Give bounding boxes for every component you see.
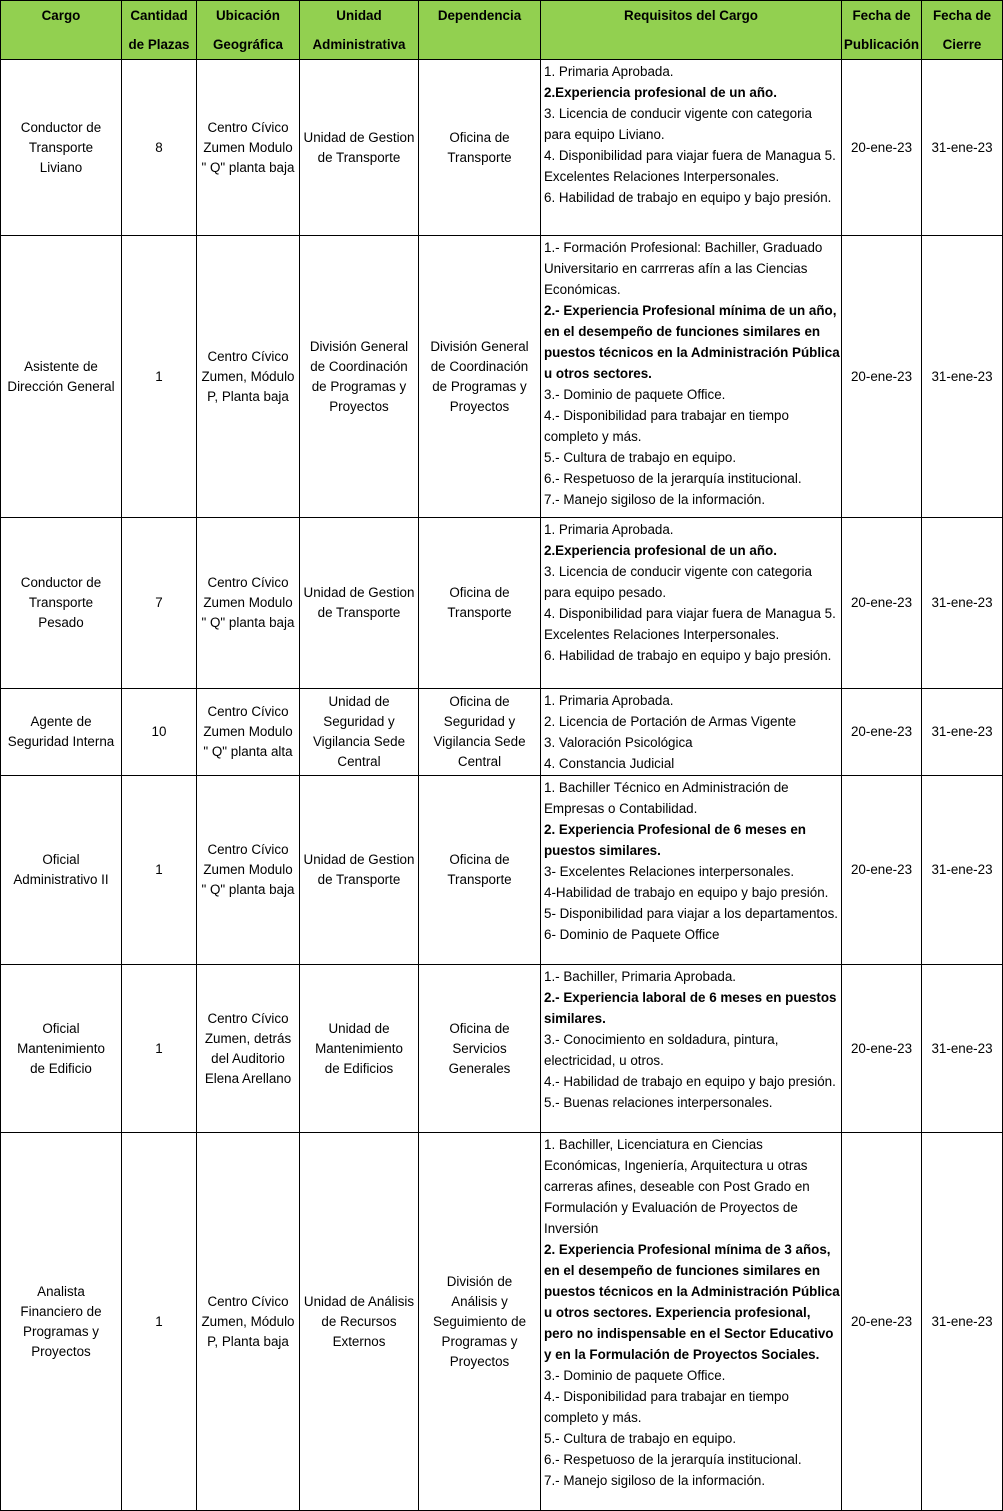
table-row [1, 1133, 1003, 1511]
dependencia-line: Oficina de [449, 129, 510, 145]
requirement-item: 6.- Respetuoso de la jerarquía institucional. [544, 1452, 802, 1467]
requirement-item: 2. Experiencia Profesional mínima de 3 años, en el desempeño de funciones similares en puestos técnicos en la Administración Pública u otros sectores. Experiencia profesional, pero no indispensable en el Sector Educativo y en la Formulación de Proyectos Sociales. [544, 1242, 840, 1362]
unidad-line: de Recursos [321, 1313, 397, 1329]
cell-dependencia [419, 689, 541, 776]
unidad-line: Unidad de Análisis [303, 1293, 415, 1309]
ubicacion-line: Centro Cívico [207, 1010, 289, 1026]
unidad-line: de Edificios [324, 1060, 394, 1076]
cargo-line: Oficial [42, 1020, 80, 1036]
cargo-line: Liviano [39, 159, 83, 175]
cell-cierre [922, 776, 1003, 965]
cell-cantidad [122, 518, 197, 689]
header-line: Unidad [336, 8, 382, 23]
unidad-line: de Transporte [317, 605, 401, 620]
unidad-line: Vigilancia Sede [312, 734, 406, 749]
ubicacion-line: Centro Cívico [207, 119, 289, 135]
cell-publicacion [842, 776, 922, 965]
dependencia-line: Proyectos [449, 1353, 510, 1369]
cell-dependencia [419, 60, 541, 236]
ubicacion-line: Zumen Modulo [203, 862, 293, 877]
cell-cierre [922, 518, 1003, 689]
cargo-line: Agente de [30, 714, 92, 729]
cargo-line: Proyectos [31, 1343, 91, 1359]
cargo-line: Conductor de [20, 119, 102, 135]
cell-cantidad [122, 965, 197, 1133]
requirement-item: 1. Primaria Aprobada. [544, 522, 674, 537]
unidad-line: División General [309, 338, 409, 354]
dependencia-line: Central [457, 754, 502, 769]
requirement-item: 6.- Respetuoso de la jerarquía institucional. [544, 471, 802, 486]
cell-cargo [1, 965, 122, 1133]
unidad-line: Unidad de Gestion [303, 585, 415, 600]
header-line: Fecha de [932, 8, 992, 23]
requirement-item: 1. Bachiller, Licenciatura en Ciencias Económicas, Ingeniería, Arquitectura u otras carreras afines, deseable con Post Grado en Formulación y Evaluación de Proyectos de Inversión [544, 1137, 810, 1236]
header-cargo [1, 1, 122, 60]
dependencia-line: Programas y [441, 1333, 518, 1349]
requirement-item: 4. Disponibilidad para viajar fuera de Managua 5. Excelentes Relaciones Interpersonales. [544, 148, 836, 184]
dependencia-line: Seguimiento de [432, 1313, 527, 1329]
table-row [1, 689, 1003, 776]
ubicacion-line: " Q" planta baja [201, 615, 295, 630]
ubicacion-line: Zumen Modulo [203, 595, 293, 610]
cell-publicacion [842, 518, 922, 689]
cantidad-value: 1 [155, 1313, 163, 1329]
header-cierre [922, 1, 1003, 60]
cargo-line: Transporte [28, 139, 94, 155]
table-row [1, 965, 1003, 1133]
unidad-line: de Transporte [317, 872, 401, 887]
cell-dependencia [419, 965, 541, 1133]
requirement-item: 3.- Dominio de paquete Office. [544, 387, 726, 402]
requirement-item: 5.- Buenas relaciones interpersonales. [544, 1095, 773, 1110]
cierre-value: 31-ene-23 [931, 724, 993, 739]
cantidad-value: 7 [155, 595, 163, 610]
requirement-item: 6- Dominio de Paquete Office [544, 927, 720, 942]
ubicacion-line: Centro Cívico [207, 348, 289, 364]
requirement-item: 7.- Manejo sigiloso de la información. [544, 492, 766, 507]
table-body [1, 60, 1003, 1511]
unidad-line: Unidad de Gestion [303, 852, 415, 867]
requirement-item: 5.- Cultura de trabajo en equipo. [544, 450, 737, 465]
cell-cargo [1, 518, 122, 689]
dependencia-line: División de [446, 1273, 513, 1289]
requirement-item: 7.- Manejo sigiloso de la información. [544, 1473, 766, 1488]
publicacion-value: 20-ene-23 [850, 595, 913, 610]
cell-requisitos [541, 965, 842, 1133]
cell-publicacion [842, 1133, 922, 1511]
cell-cargo [1, 689, 122, 776]
cell-unidad [300, 236, 419, 518]
ubicacion-line: " Q" planta baja [201, 882, 295, 897]
ubicacion-line: Elena Arellano [204, 1070, 292, 1086]
cell-ubicacion [197, 965, 300, 1133]
dependencia-line: Análisis y [451, 1293, 508, 1309]
header-line: Geográfica [213, 37, 283, 52]
ubicacion-line: del Auditorio [211, 1050, 285, 1066]
cell-dependencia [419, 518, 541, 689]
cargo-line: Asistente de [24, 358, 98, 374]
cargo-line: Oficial [42, 852, 80, 867]
dependencia-line: Oficina de [449, 1020, 510, 1036]
cargo-line: Analista [37, 1283, 85, 1299]
cierre-value: 31-ene-23 [931, 1040, 993, 1056]
cierre-value: 31-ene-23 [931, 862, 993, 877]
cell-cantidad [122, 1133, 197, 1511]
header-line: de Plazas [128, 37, 190, 52]
cell-ubicacion [197, 60, 300, 236]
cell-requisitos [541, 518, 842, 689]
table-row [1, 60, 1003, 236]
cantidad-value: 1 [155, 1040, 163, 1056]
requirement-item: 4.- Disponibilidad para trabajar en tiempo completo y más. [544, 1389, 789, 1425]
cell-cierre [922, 689, 1003, 776]
requirement-item: 3.- Dominio de paquete Office. [544, 1368, 726, 1383]
dependencia-line: de Coordinación [430, 358, 529, 374]
cargo-line: Administrativo II [13, 872, 109, 887]
requirement-item: 4. Disponibilidad para viajar fuera de Managua 5. Excelentes Relaciones Interpersonales. [544, 606, 836, 642]
cell-publicacion [842, 60, 922, 236]
dependencia-line: Oficina de [449, 852, 510, 867]
dependencia-line: Transporte [447, 872, 512, 887]
cell-cargo [1, 236, 122, 518]
header-line: Ubicación [216, 8, 280, 23]
cierre-value: 31-ene-23 [931, 1313, 993, 1329]
ubicacion-line: Centro Cívico [207, 704, 289, 719]
cell-requisitos [541, 776, 842, 965]
cell-requisitos [541, 689, 842, 776]
dependencia-line: Proyectos [449, 398, 510, 414]
requirement-item: 4.- Disponibilidad para trabajar en tiempo completo y más. [544, 408, 789, 444]
cargo-line: Dirección General [7, 378, 115, 394]
table-row [1, 518, 1003, 689]
cargo-line: Mantenimiento [17, 1040, 105, 1056]
cierre-value: 31-ene-23 [931, 595, 993, 610]
cell-cargo [1, 1133, 122, 1511]
dependencia-line: Oficina de [449, 585, 510, 600]
dependencia-line: Servicios [452, 1040, 507, 1056]
unidad-line: Unidad de [328, 694, 390, 709]
requirement-item: 1.- Formación Profesional: Bachiller, Graduado Universitario en carrreras afín a las Ciencias Económicas. [544, 240, 823, 297]
cell-requisitos [541, 1133, 842, 1511]
requirement-item: 3.- Conocimiento en soldadura, pintura, electricidad, u otros. [544, 1032, 779, 1068]
requirement-item: 4.- Habilidad de trabajo en equipo y bajo presión. [544, 1074, 836, 1089]
cell-ubicacion [197, 776, 300, 965]
cargo-line: Seguridad Interna [7, 734, 115, 749]
ubicacion-line: Zumen, detrás [204, 1030, 292, 1046]
unidad-line: de Coordinación [310, 358, 408, 374]
ubicacion-line: P, Planta baja [207, 388, 289, 404]
publicacion-value: 20-ene-23 [850, 724, 913, 739]
dependencia-line: Vigilancia Sede [433, 734, 526, 749]
cell-unidad [300, 689, 419, 776]
cell-unidad [300, 1133, 419, 1511]
ubicacion-line: P, Planta baja [207, 1333, 289, 1349]
publicacion-value: 20-ene-23 [850, 1313, 913, 1329]
cargo-line: de Edificio [30, 1060, 92, 1076]
cierre-value: 31-ene-23 [931, 139, 993, 155]
requirement-item: 2. Licencia de Portación de Armas Vigente [544, 714, 797, 729]
cell-publicacion [842, 965, 922, 1133]
dependencia-line: Generales [448, 1060, 511, 1076]
unidad-line: Unidad de [328, 1020, 390, 1036]
ubicacion-line: Zumen, Módulo [201, 368, 295, 384]
requirement-item: 1. Primaria Aprobada. [544, 64, 674, 79]
header-line: Fecha de [852, 8, 911, 23]
requirement-item: 4. Constancia Judicial [544, 756, 675, 771]
header-ubicacion [197, 1, 300, 60]
header-unidad [300, 1, 419, 60]
cell-requisitos [541, 236, 842, 518]
header-line: Dependencia [437, 8, 522, 23]
dependencia-line: Seguridad y [443, 714, 516, 729]
table-row [1, 236, 1003, 518]
cell-cierre [922, 236, 1003, 518]
dependencia-line: Transporte [447, 605, 512, 620]
ubicacion-line: " Q" planta baja [201, 159, 295, 175]
cell-cantidad [122, 776, 197, 965]
header-requisitos [541, 1, 842, 60]
ubicacion-line: Centro Cívico [207, 842, 289, 857]
cell-unidad [300, 776, 419, 965]
cantidad-value: 10 [151, 724, 167, 739]
cell-publicacion [842, 689, 922, 776]
cell-ubicacion [197, 689, 300, 776]
requirement-item: 1.- Bachiller, Primaria Aprobada. [544, 969, 737, 984]
requirement-item: 2.Experiencia profesional de un año. [544, 543, 777, 558]
publicacion-value: 20-ene-23 [850, 862, 913, 877]
cell-ubicacion [197, 236, 300, 518]
cell-unidad [300, 60, 419, 236]
dependencia-line: Oficina de [449, 694, 510, 709]
cell-dependencia [419, 776, 541, 965]
header-dependencia [419, 1, 541, 60]
cell-cierre [922, 1133, 1003, 1511]
cantidad-value: 1 [155, 862, 163, 877]
requirement-item: 3. Licencia de conducir vigente con categoria para equipo Liviano. [544, 106, 812, 142]
cell-cierre [922, 965, 1003, 1133]
publicacion-value: 20-ene-23 [850, 1040, 913, 1056]
cell-publicacion [842, 236, 922, 518]
unidad-line: Unidad de Gestion [303, 129, 415, 145]
unidad-line: Seguridad y [323, 714, 395, 729]
unidad-line: Mantenimiento [315, 1040, 403, 1056]
requirement-item: 4-Habilidad de trabajo en equipo y bajo presión. 5- Disponibilidad para viajar a los departamentos. [544, 885, 839, 921]
cierre-value: 31-ene-23 [931, 368, 993, 384]
cell-ubicacion [197, 518, 300, 689]
requirement-item: 3. Licencia de conducir vigente con categoria para equipo pesado. [544, 564, 812, 600]
cell-cantidad [122, 689, 197, 776]
unidad-line: Central [337, 754, 381, 769]
cantidad-value: 1 [155, 368, 163, 384]
cell-unidad [300, 518, 419, 689]
requirement-item: 3. Valoración Psicológica [544, 735, 693, 750]
cell-cargo [1, 776, 122, 965]
requirement-item: 2. Experiencia Profesional de 6 meses en puestos similares. [544, 822, 806, 858]
cell-cargo [1, 60, 122, 236]
requirement-item: 2.Experiencia profesional de un año. [544, 85, 777, 100]
header-row [1, 1, 1003, 60]
cell-requisitos [541, 60, 842, 236]
ubicacion-line: " Q" planta alta [203, 744, 293, 759]
table-row [1, 776, 1003, 965]
cantidad-value: 8 [155, 139, 163, 155]
cell-cierre [922, 60, 1003, 236]
requirement-item: 2.- Experiencia Profesional mínima de un año, en el desempeño de funciones similares en puestos técnicos en la Administración Pública u otros sectores. [544, 303, 840, 381]
dependencia-line: División General [430, 338, 529, 354]
header-publicacion [842, 1, 922, 60]
publicacion-value: 20-ene-23 [850, 368, 913, 384]
ubicacion-line: Zumen, Módulo [201, 1313, 295, 1329]
dependencia-line: Transporte [447, 149, 512, 165]
header-line: Publicación [843, 37, 920, 52]
ubicacion-line: Zumen Modulo [203, 724, 293, 739]
cargo-line: Transporte [28, 595, 94, 610]
cell-unidad [300, 965, 419, 1133]
cell-cantidad [122, 236, 197, 518]
unidad-line: Proyectos [329, 398, 389, 414]
cell-dependencia [419, 236, 541, 518]
cargo-line: Pesado [38, 615, 84, 630]
header-line: Administrativa [312, 37, 406, 52]
header-line: Requisitos del Cargo [624, 8, 758, 23]
requirement-item: 6. Habilidad de trabajo en equipo y bajo presión. [544, 648, 832, 663]
header-line: Cierre [942, 37, 982, 52]
ubicacion-line: Zumen Modulo [203, 139, 293, 155]
cargo-line: Conductor de [20, 575, 102, 590]
header-cantidad [122, 1, 197, 60]
requirement-item: 5.- Cultura de trabajo en equipo. [544, 1431, 737, 1446]
ubicacion-line: Centro Cívico [207, 575, 289, 590]
header-line: Cantidad [130, 8, 188, 23]
cargo-line: Financiero de [20, 1303, 102, 1319]
cell-dependencia [419, 1133, 541, 1511]
unidad-line: de Transporte [317, 149, 401, 165]
requirement-item: 2.- Experiencia laboral de 6 meses en puestos similares. [544, 990, 837, 1026]
requirement-item: 1. Primaria Aprobada. [544, 693, 674, 708]
cargo-line: Programas y [23, 1323, 99, 1339]
ubicacion-line: Centro Cívico [207, 1293, 289, 1309]
requirement-item: 3- Excelentes Relaciones interpersonales. [544, 864, 795, 879]
cell-ubicacion [197, 1133, 300, 1511]
publicacion-value: 20-ene-23 [850, 139, 913, 155]
requirement-item: 1. Bachiller Técnico en Administración de Empresas o Contabilidad. [544, 780, 789, 816]
unidad-line: de Programas y [311, 378, 407, 394]
cell-cantidad [122, 60, 197, 236]
requirement-item: 6. Habilidad de trabajo en equipo y bajo presión. [544, 190, 832, 205]
dependencia-line: de Programas y [432, 378, 527, 394]
header-line: Cargo [41, 8, 81, 23]
unidad-line: Externos [332, 1333, 386, 1349]
